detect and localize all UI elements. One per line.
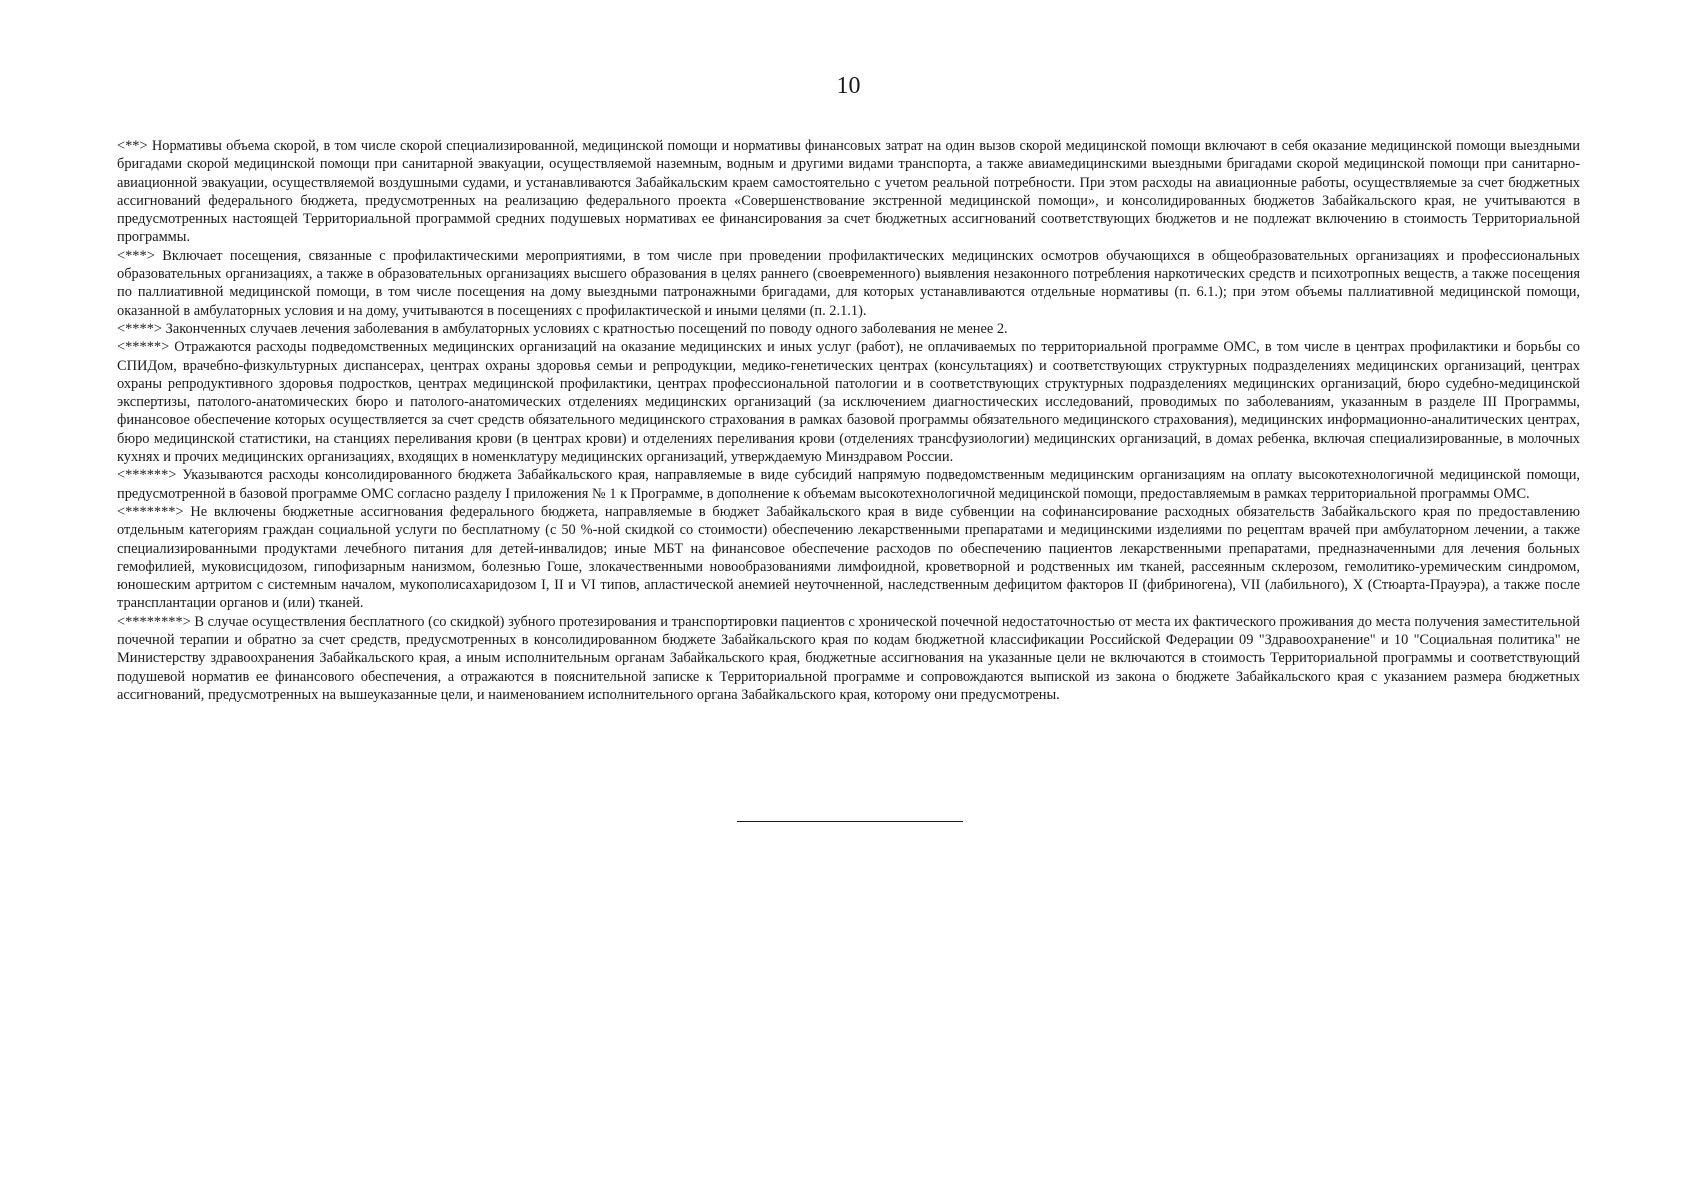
footnote-4-stars: <****> Законченных случаев лечения заболевания в амбулаторных условиях с кратностью посещений по поводу одного заболевания не менее 2. [117,320,1008,337]
footnote-8-stars: <********> В случае осуществления бесплатного (со скидкой) зубного протезирования и транспортировки пациентов с хронической почечной недостаточностью от места их фактического проживания до места получения заместительной почечной терапии и обратно за счет средств, предусмотренных в консолидированном бюджете Забайкальского края по кодам бюджетной классификации Российской Федерации 09 "Здравоохранение" и 10 "Социальная политика" не Министерству здравоохранения Забайкальского края, а иным исполнительным органам Забайкальского края, бюджетные ассигнования на указанные цели не включаются в стоимость Территориальной программы и соответствующий подушевой норматив ее финансового обеспечения, а отражаются в пояснительной записке к Территориальной программе и сопровождаются выпиской из закона о бюджете Забайкальского края с указанием размера бюджетных ассигнований, предусмотренных на вышеуказанные цели, и наименованием исполнительного органа Забайкальского края, которому они предусмотрены. [117,613,1580,703]
footnote-6-stars: <******> Указываются расходы консолидированного бюджета Забайкальского края, направляемые в виде субсидий напрямую подведомственным медицинским организациям на оплату высокотехнологичной медицинской помощи, предусмотренной в базовой программе ОМС согласно разделу I приложения № 1 к Программе, в дополнение к объемам высокотехнологичной медицинской помощи, предоставляемым в рамках территориальной программы ОМС. [117,467,1580,502]
end-separator-line [737,821,963,822]
footnote-3-stars: <***> Включает посещения, связанные с профилактическими мероприятиями, в том числе при проведении профилактических медицинских осмотров обучающихся в общеобразовательных организациях и профессиональных образовательных организациях, а также в образовательных организациях высшего образования в целях раннего (своевременного) выявления незаконного потребления наркотических средств и психотропных веществ, а также посещения по паллиативной медицинской помощи, в том числе посещения на дому выездными патронажными бригадами, для которых устанавливаются отдельные нормативы (п. 6.1.); при этом объемы паллиативной медицинской помощи, оказанной в амбулаторных условия и на дому, учитываются в посещениях с профилактической и иными целями (п. 2.1.1). [117,247,1580,319]
footnotes-block [117,137,1580,704]
footnote-2-stars: <**> Нормативы объема скорой, в том числе скорой специализированной, медицинской помощи и нормативы финансовых затрат на один вызов скорой медицинской помощи включают в себя оказание медицинской помощи выездными бригадами скорой медицинской помощи при санитарной эвакуации, осуществляемой наземным, водным и другими видами транспорта, а также авиамедицинскими выездными бригадами скорой медицинской помощи при санитарно-авиационной эвакуации, осуществляемой воздушными судами, и устанавливаются Забайкальским краем самостоятельно с учетом реальной потребности. При этом расходы на авиационные работы, осуществляемые за счет бюджетных ассигнований федерального бюджета, предусмотренных на реализацию федерального проекта «Совершенствование экстренной медицинской помощи», и консолидированных бюджетов Забайкальского края, не учитываются в предусмотренных настоящей Территориальной программой средних подушевых нормативах ее финансирования за счет бюджетных ассигнований соответствующих бюджетов и не подлежат включению в стоимость Территориальной программы. [117,138,1580,246]
footnote-7-stars: <*******> Не включены бюджетные ассигнования федерального бюджета, направляемые в бюджет Забайкальского края в виде субвенции на софинансирование расходных обязательств Забайкальского края по предоставлению отдельным категориям граждан социальной услуги по бесплатному (с 50 %-ной скидкой со стоимости) обеспечению лекарственными препаратами и медицинскими изделиями по рецептам врачей при амбулаторном лечении, а также специализированными продуктами лечебного питания для детей-инвалидов; иные МБТ на финансовое обеспечение расходов по обеспечению пациентов лекарственными препаратами, предназначенными для лечения больных гемофилией, муковисцидозом, гипофизарным нанизмом, болезнью Гоше, злокачественными новообразованиями лимфоидной, кроветворной и родственных им тканей, рассеянным склерозом, гемолитико-уремическим синдромом, юношеским артритом с системным началом, мукополисахаридозом I, II и VI типов, апластической анемией неуточненной, наследственным дефицитом факторов II (фибриногена), VII (лабильного), X (Стюарта-Прауэра), а также после трансплантации органов и (или) тканей. [117,503,1580,612]
footnote-5-stars: <*****> Отражаются расходы подведомственных медицинских организаций на оказание медицинских и иных услуг (работ), не оплачиваемых по территориальной программе ОМС, в том числе в центрах профилактики и борьбы со СПИДом, врачебно-физкультурных диспансерах, центрах охраны здоровья семьи и репродукции, медико-генетических центрах (консультациях) и соответствующих структурных подразделениях медицинских организаций, центрах охраны репродуктивного здоровья подростков, центрах медицинской профилактики, центрах профессиональной патологии и в соответствующих структурных подразделениях медицинских организаций, бюро судебно-медицинской экспертизы, патолого-анатомических бюро и патолого-анатомических отделениях медицинских организаций (за исключением диагностических исследований, проводимых по заболеваниям, указанным в разделе III Программы, финансовое обеспечение которых осуществляется за счет средств обязательного медицинского страхования в рамках базовой программы обязательного медицинского страхования), медицинских информационно-аналитических центрах, бюро медицинской статистики, на станциях переливания крови (в центрах крови) и отделениях переливания крови (отделениях трансфузиологии) медицинских организаций, в домах ребенка, включая специализированные, в молочных кухнях и прочих медицинских организациях, входящих в номенклатуру медицинских организаций, утверждаемую Минздравом России. [117,339,1580,466]
page-number: 10 [836,73,861,99]
